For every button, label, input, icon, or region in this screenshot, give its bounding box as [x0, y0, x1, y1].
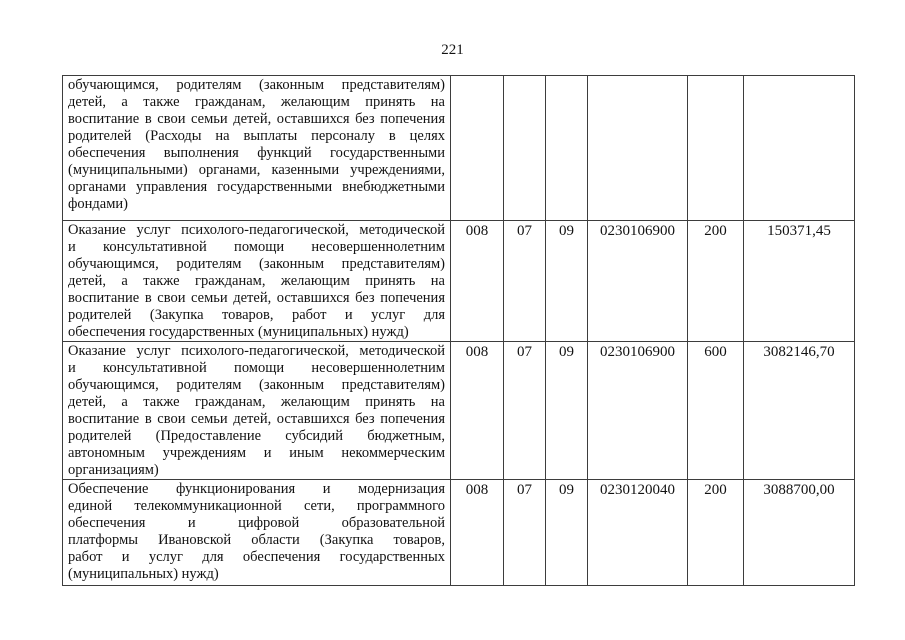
- description-line: Обеспечение функционирования и модернизация: [68, 481, 445, 497]
- subsection-code-cell: 09: [546, 221, 588, 342]
- page-number: 221: [441, 42, 464, 58]
- description-line: (муниципальных) нужд): [68, 566, 219, 582]
- budget-expenses-table: [62, 75, 855, 586]
- grbs-code-cell: 008: [451, 480, 504, 586]
- description-line: органами управления государственными внебюджетными: [68, 179, 445, 195]
- description-cell: [63, 221, 451, 342]
- description-line: и консультативной помощи несовершеннолетним: [68, 239, 445, 255]
- expense-type-cell: 600: [688, 342, 744, 480]
- description-line: обучающимся, родителям (законным представителям): [68, 377, 445, 393]
- section-code-cell: [504, 76, 546, 221]
- description-cell: [63, 342, 451, 480]
- description-line: воспитание в свои семьи детей, оставшихся без попечения: [68, 111, 445, 127]
- description-line: родителей (Предоставление субсидий бюджетным,: [68, 428, 445, 444]
- description-line: единой телекоммуникационной сети, программного: [68, 498, 445, 514]
- description-line: обеспечения государственных (муниципальных) нужд): [68, 324, 409, 340]
- description-line: организациям): [68, 462, 159, 478]
- subsection-code-cell: 09: [546, 342, 588, 480]
- table-row: [63, 221, 855, 342]
- subsection-code-cell: 09: [546, 480, 588, 586]
- description-line: фондами): [68, 196, 128, 212]
- target-article-cell: 0230106900: [588, 221, 688, 342]
- amount-cell: [744, 76, 855, 221]
- section-code-cell: 07: [504, 342, 546, 480]
- table-row: [63, 342, 855, 480]
- grbs-code-cell: 008: [451, 221, 504, 342]
- description-line: обучающимся, родителям (законным представителям): [68, 256, 445, 272]
- description-line: воспитание в свои семьи детей, оставшихся без попечения: [68, 411, 445, 427]
- description-line: детей, а также гражданам, желающим принять на: [68, 394, 445, 410]
- target-article-cell: [588, 76, 688, 221]
- target-article-cell: 0230106900: [588, 342, 688, 480]
- description-line: обеспечения и цифровой образовательной: [68, 515, 445, 531]
- description-line: родителей (Расходы на выплаты персоналу в целях: [68, 128, 445, 144]
- grbs-code-cell: 008: [451, 342, 504, 480]
- amount-cell: 3088700,00: [744, 480, 855, 586]
- description-line: родителей (Закупка товаров, работ и услуг для: [68, 307, 445, 323]
- expense-type-cell: [688, 76, 744, 221]
- description-line: детей, а также гражданам, желающим принять на: [68, 94, 445, 110]
- description-line: (муниципальными) органами, казенными учреждениями,: [68, 162, 445, 178]
- section-code-cell: 07: [504, 480, 546, 586]
- description-line: работ и услуг для обеспечения государственных: [68, 549, 445, 565]
- description-line: воспитание в свои семьи детей, оставшихся без попечения: [68, 290, 445, 306]
- section-code-cell: 07: [504, 221, 546, 342]
- description-line: Оказание услуг психолого-педагогической, методической: [68, 343, 445, 359]
- description-line: детей, а также гражданам, желающим принять на: [68, 273, 445, 289]
- table-row: [63, 76, 855, 221]
- expense-type-cell: 200: [688, 480, 744, 586]
- expense-type-cell: 200: [688, 221, 744, 342]
- description-line: Оказание услуг психолого-педагогической, методической: [68, 222, 445, 238]
- description-line: обучающимся, родителям (законным представителям): [68, 77, 445, 93]
- description-line: платформы Ивановской области (Закупка товаров,: [68, 532, 445, 548]
- table-row: [63, 480, 855, 586]
- grbs-code-cell: [451, 76, 504, 221]
- description-cell: [63, 480, 451, 586]
- description-line: обеспечения выполнения функций государственными: [68, 145, 445, 161]
- amount-cell: 150371,45: [744, 221, 855, 342]
- subsection-code-cell: [546, 76, 588, 221]
- target-article-cell: 0230120040: [588, 480, 688, 586]
- description-cell: [63, 76, 451, 221]
- description-line: автономным учреждениям и иным некоммерческим: [68, 445, 445, 461]
- description-line: и консультативной помощи несовершеннолетним: [68, 360, 445, 376]
- amount-cell: 3082146,70: [744, 342, 855, 480]
